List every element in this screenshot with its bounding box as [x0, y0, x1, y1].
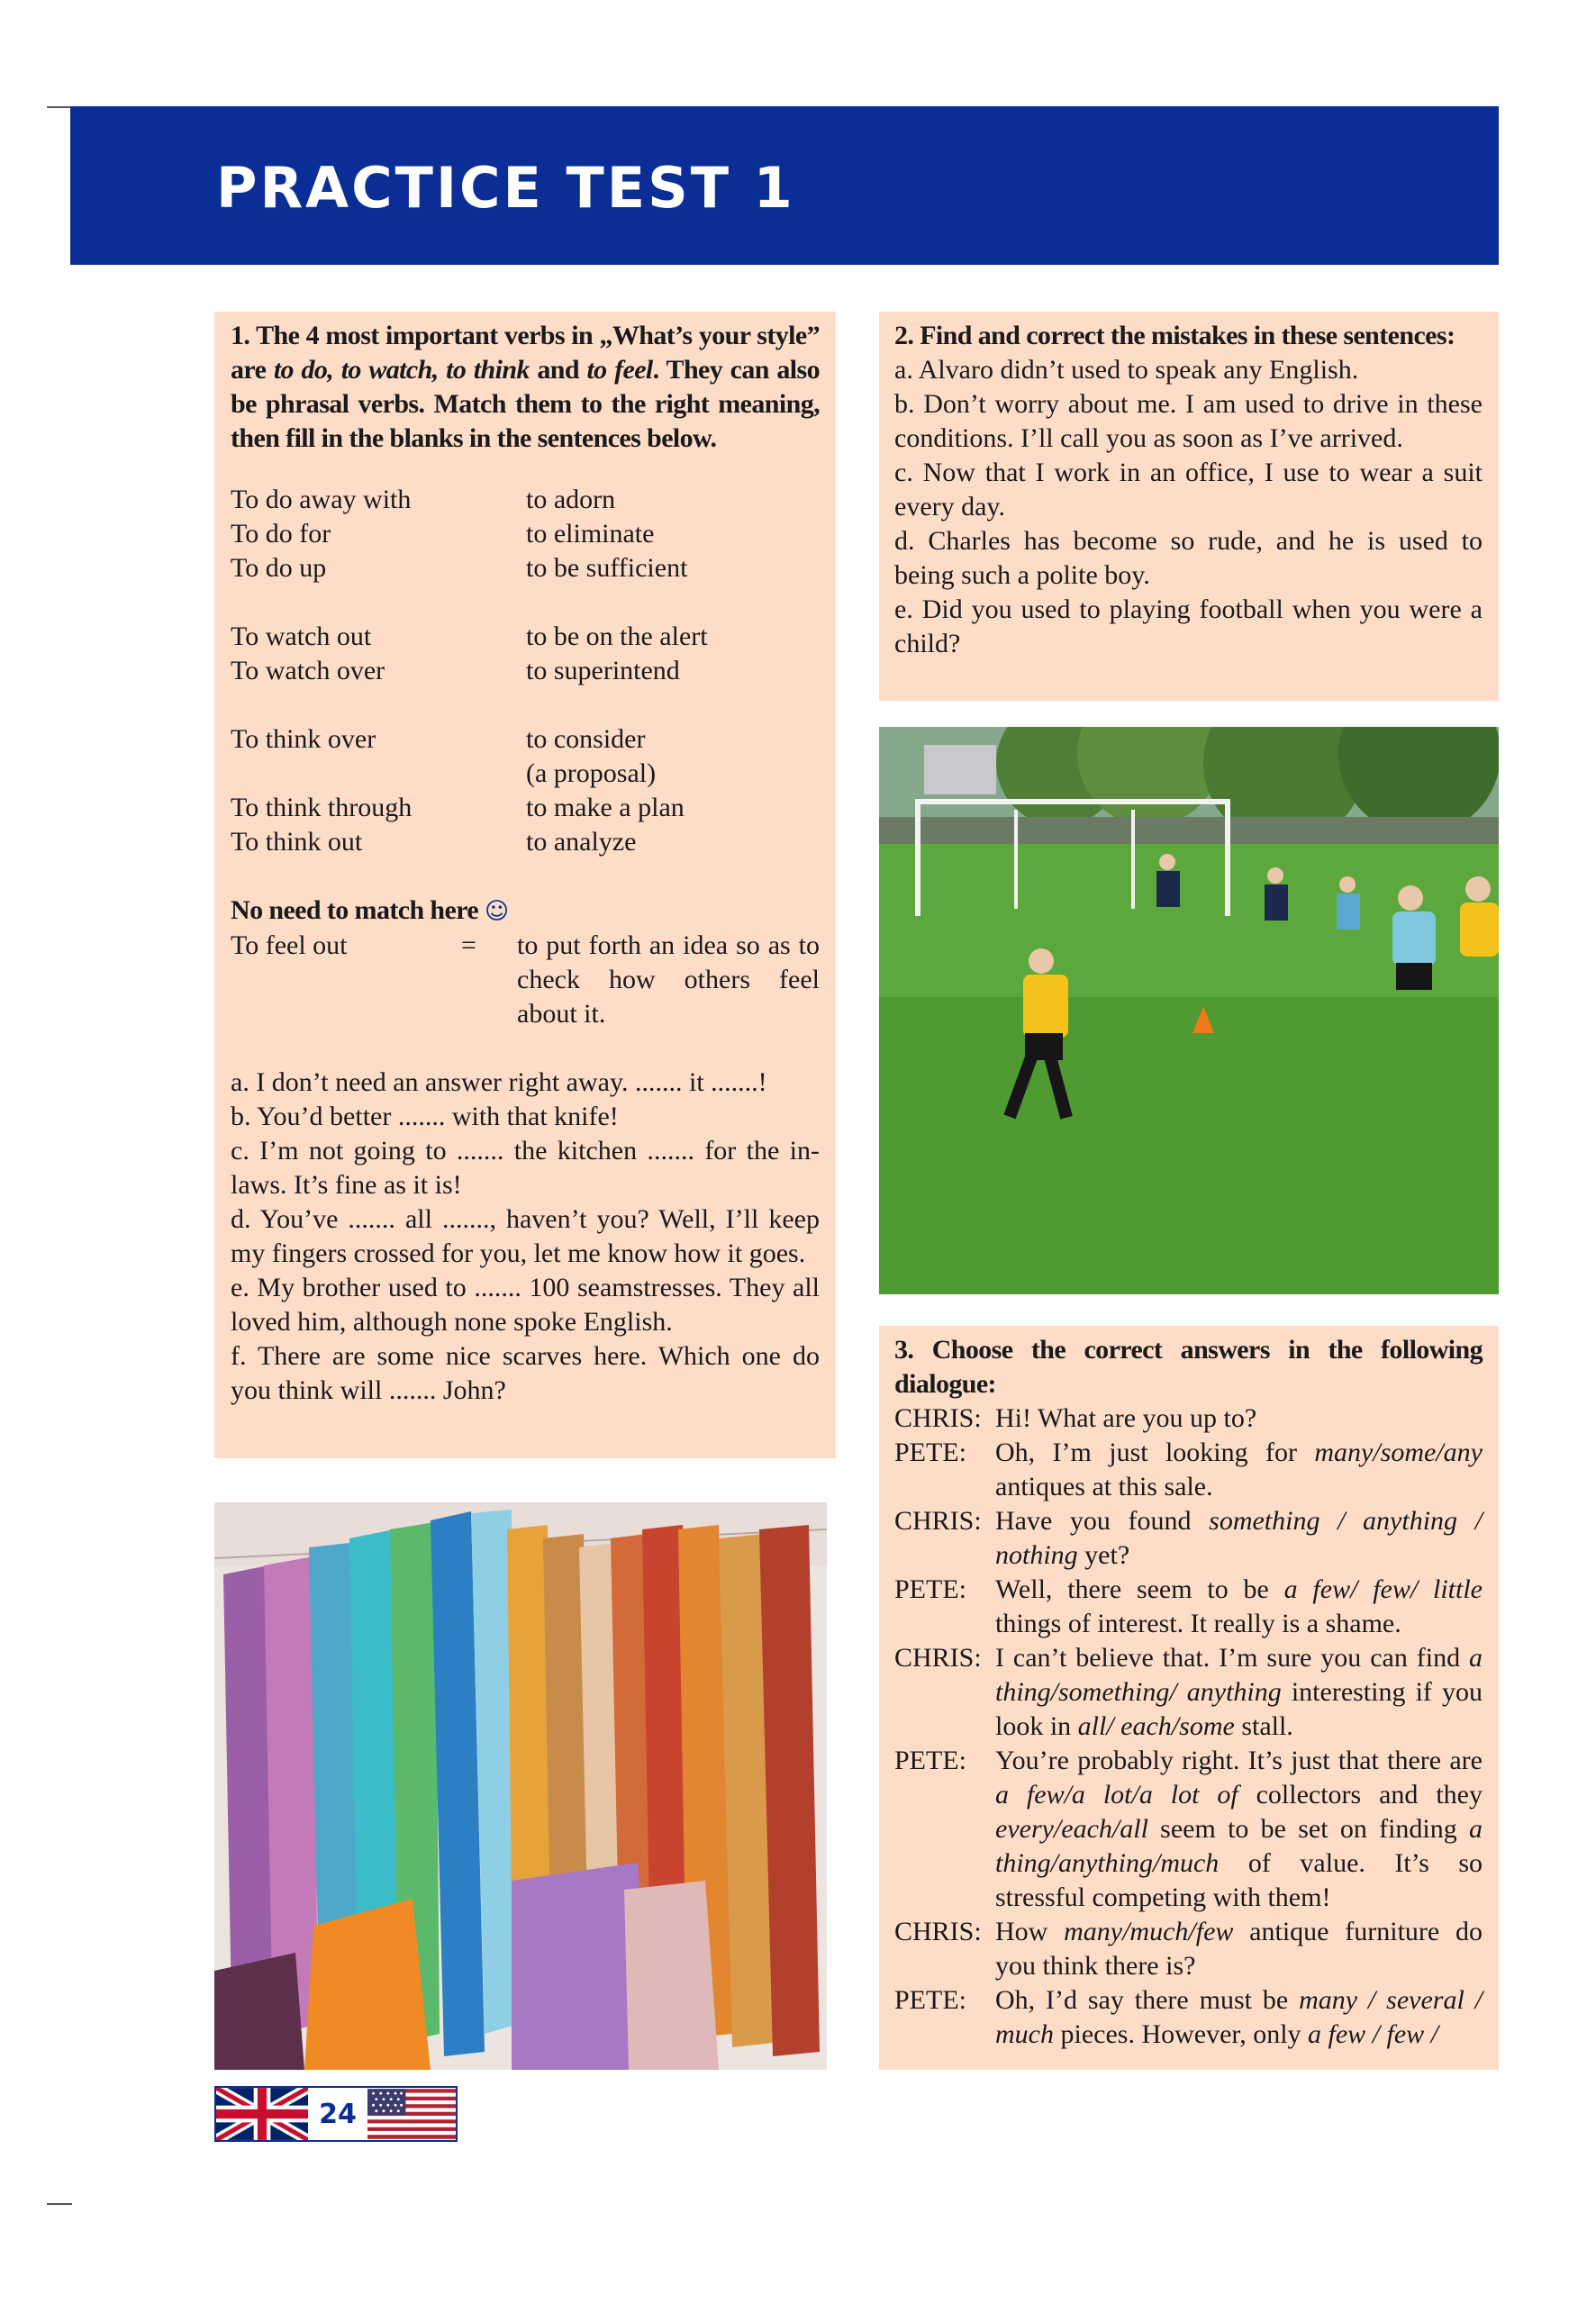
- exercise-1-instruction: 1. The 4 most important verbs in „What’s your style” are to do, to watch, to think and to feel. They can also be phrasal verbs. Match them to the right meaning, then fill in the blanks in the sentences below.: [231, 321, 820, 453]
- page-number: 24: [319, 2098, 357, 2130]
- exercise-2-sentences: [894, 353, 1483, 661]
- pair-row: [231, 791, 820, 825]
- scarves-photo: [214, 1502, 827, 2070]
- exercise-1-panel: [214, 312, 836, 1458]
- phrasal-verb: To do for: [231, 519, 331, 549]
- verb-meaning: to adorn: [526, 485, 616, 514]
- exercise-1-sentence: e. My brother used to ....... 100 seamstresses. They all loved him, although none spoke English.: [231, 1273, 820, 1337]
- speaker-label: PETE:: [894, 1746, 966, 1775]
- feel-out-row: [231, 929, 820, 1031]
- verb-meaning: to be on the alert: [526, 621, 708, 651]
- pair-row: [231, 517, 820, 551]
- dialogue-line: [894, 1915, 1483, 1983]
- speaker-label: PETE:: [894, 1438, 966, 1467]
- pair-row: [231, 483, 820, 517]
- verb-meaning: to consider: [526, 724, 646, 754]
- dialogue-text: You’re probably right. It’s just that there are a few/a lot/a lot of collectors and they every/each/all seem to be set on finding a thing/anything/much of value. It’s so stressful competing with them!: [995, 1746, 1483, 1912]
- exercise-1-sentence: f. There are some nice scarves here. Which one do you think will ....... John?: [231, 1341, 820, 1405]
- phrasal-verb: To think out: [231, 827, 363, 857]
- exercise-2-sentence: a. Alvaro didn’t used to speak any English.: [894, 355, 1359, 385]
- dialogue-line: [894, 1744, 1483, 1915]
- exercise-3-panel: [879, 1326, 1499, 2070]
- page-title: PRACTICE TEST 1: [216, 155, 795, 221]
- exercise-1-sentence: c. I’m not going to ....... the kitchen ....... for the in-laws. It’s fine as it is!: [231, 1136, 820, 1200]
- verb-meaning: (a proposal): [526, 758, 657, 788]
- pair-row: [231, 551, 820, 585]
- exercise-2-sentence: c. Now that I work in an office, I use to wear a suit every day.: [894, 458, 1483, 522]
- dialogue-line: [894, 1641, 1483, 1744]
- soccer-illustration: [879, 727, 1499, 1294]
- dialogue-line: [894, 1504, 1483, 1573]
- exercise-1-sentence: b. You’d better ....... with that knife!: [231, 1102, 619, 1131]
- exercise-2-instruction: 2. Find and correct the mistakes in these sentences:: [894, 321, 1455, 350]
- speaker-label: CHRIS:: [894, 1506, 982, 1536]
- phrasal-verb: To do away with: [231, 485, 412, 514]
- dialogue: [894, 1401, 1483, 2052]
- speaker-label: PETE:: [894, 1985, 966, 2015]
- pair-row: [231, 620, 820, 654]
- phrasal-verb-list: [231, 483, 820, 859]
- dialogue-text: Well, there seem to be a few/ few/ little things of interest. It really is a shame.: [995, 1574, 1483, 1638]
- dialogue-line: [894, 1436, 1483, 1504]
- phrasal-verb: To think through: [231, 793, 413, 822]
- exercise-2-sentence: e. Did you used to playing football when you were a child?: [894, 594, 1483, 658]
- speaker-label: CHRIS:: [894, 1643, 982, 1673]
- pair-row: [231, 722, 820, 757]
- exercise-2-sentence: d. Charles has become so rude, and he is used to being such a polite boy.: [894, 526, 1483, 590]
- phrasal-verb: To think over: [231, 724, 376, 754]
- phrasal-verb: To watch over: [231, 656, 385, 685]
- exercise-1-sentences: [231, 1066, 820, 1408]
- scarves-illustration: [214, 1502, 827, 2070]
- phrasal-verb: [231, 757, 526, 791]
- dialogue-text: I can’t believe that. I’m sure you can find a thing/something/ anything interesting if you look in all/ each/some stall.: [995, 1643, 1483, 1741]
- pair-group: [231, 722, 820, 859]
- verb-meaning: to make a plan: [526, 793, 685, 822]
- pair-row: [231, 825, 820, 859]
- dialogue-text: Oh, I’d say there must be many / several / much pieces. However, only a few / few /: [995, 1985, 1483, 2049]
- verb-meaning: to analyze: [526, 827, 637, 857]
- smiley-icon: ☺: [485, 898, 509, 925]
- dialogue-line: [894, 1401, 1483, 1436]
- verb-meaning: to eliminate: [526, 519, 655, 549]
- dialogue-line: [894, 1573, 1483, 1641]
- speaker-label: PETE:: [894, 1574, 966, 1604]
- speaker-label: CHRIS:: [894, 1917, 982, 1946]
- feel-out-meaning: to put forth an idea so as to check how others feel about it.: [517, 930, 820, 1029]
- us-flag-icon: [367, 2088, 456, 2140]
- dialogue-text: Have you found something / anything / nothing yet?: [995, 1506, 1483, 1570]
- pair-group: [231, 620, 820, 688]
- no-need-title: [231, 893, 820, 929]
- pair-row: [231, 654, 820, 688]
- phrasal-verb: To watch out: [231, 621, 372, 651]
- dialogue-text: Oh, I’m just looking for many/some/any antiques at this sale.: [995, 1438, 1483, 1501]
- no-need-label: No need to match here: [231, 895, 479, 925]
- uk-flag-icon: [216, 2088, 308, 2140]
- exercise-2-panel: [879, 312, 1499, 701]
- verb-meaning: to be sufficient: [526, 553, 688, 583]
- pair-row: [231, 757, 820, 791]
- verb-meaning: to superintend: [526, 656, 680, 685]
- page-footer: [214, 2086, 458, 2142]
- speaker-label: CHRIS:: [894, 1403, 982, 1433]
- pair-group: [231, 483, 820, 585]
- crop-mark-bottom: [47, 2203, 72, 2205]
- header-bar: [70, 106, 1499, 265]
- phrasal-verb: To do up: [231, 553, 327, 583]
- soccer-photo: [879, 727, 1499, 1294]
- exercise-1-sentence: a. I don’t need an answer right away. ....... it .......!: [231, 1067, 767, 1097]
- crop-mark-top: [47, 106, 72, 108]
- dialogue-line: [894, 1983, 1483, 2052]
- dialogue-text: How many/much/few antique furniture do you think there is?: [995, 1917, 1483, 1981]
- exercise-3-instruction: 3. Choose the correct answers in the following dialogue:: [894, 1335, 1483, 1399]
- feel-out-verb: To feel out: [231, 930, 348, 960]
- equals-sign: =: [461, 930, 476, 960]
- dialogue-text: Hi! What are you up to?: [995, 1403, 1257, 1433]
- exercise-2-sentence: b. Don’t worry about me. I am used to drive in these conditions. I’ll call you as soon as I’ve arrived.: [894, 389, 1483, 453]
- exercise-1-sentence: d. You’ve ....... all ......., haven’t you? Well, I’ll keep my fingers crossed for you, let me know how it goes.: [231, 1204, 820, 1268]
